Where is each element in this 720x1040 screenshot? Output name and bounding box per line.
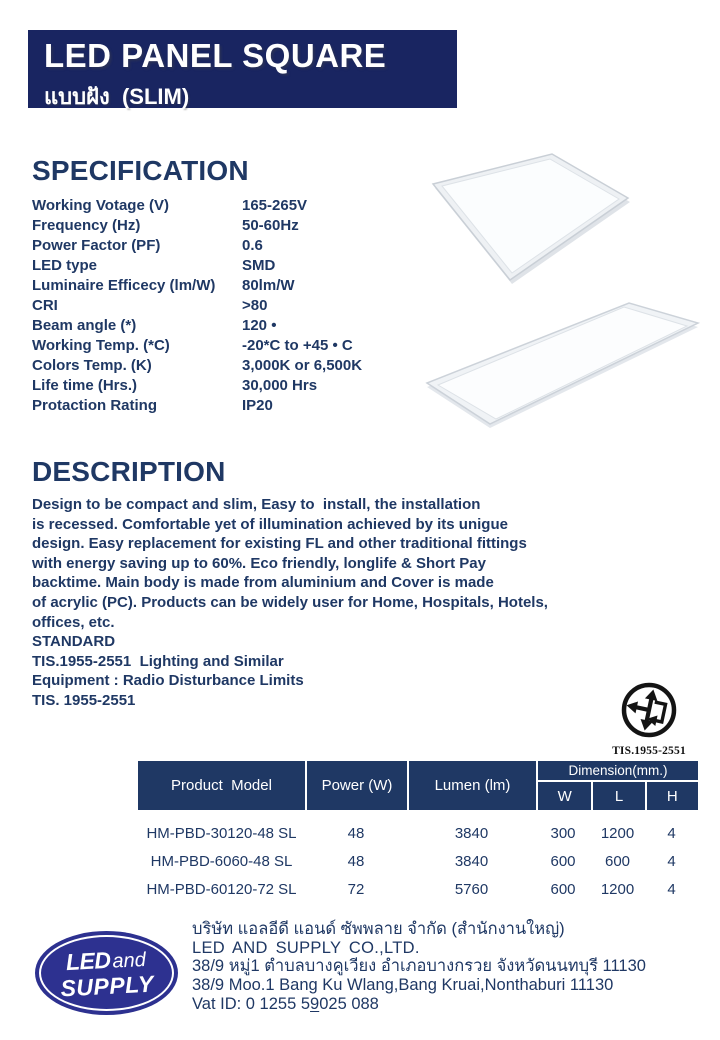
logo-text bbox=[33, 927, 180, 1018]
spec-value: 120 • bbox=[242, 316, 277, 334]
spec-row bbox=[32, 275, 462, 295]
spec-row bbox=[32, 255, 462, 275]
square-panel-image bbox=[433, 154, 630, 284]
spec-value: 165-265V bbox=[242, 196, 308, 214]
table-body bbox=[138, 819, 698, 903]
cell-h: 4 bbox=[667, 880, 676, 898]
cell-h: 4 bbox=[667, 852, 676, 870]
spec-value: -20*C to +45 • C bbox=[242, 336, 353, 354]
spec-value: 30,000 Hrs bbox=[242, 376, 318, 394]
description-line: Design to be compact and slim, Easy to install, the installation bbox=[32, 496, 481, 513]
col-header-lumen: Lumen (lm) bbox=[407, 761, 536, 810]
rectangular-panel-image bbox=[427, 303, 698, 428]
dimension-subheaders bbox=[538, 782, 698, 810]
spec-label: CRI bbox=[32, 296, 58, 314]
cell-l: 600 bbox=[604, 852, 631, 870]
spec-value: >80 bbox=[242, 296, 268, 314]
spec-row bbox=[32, 355, 462, 375]
description-section bbox=[32, 456, 612, 711]
cell-h: 4 bbox=[667, 824, 676, 842]
logo-word-and: and bbox=[111, 948, 147, 973]
logo-word-supply: SUPPLY bbox=[59, 970, 155, 1002]
cell-w: 600 bbox=[550, 880, 576, 898]
cell-model: HM-PBD-60120-72 SL bbox=[146, 880, 297, 898]
description-text bbox=[32, 495, 612, 711]
page-subtitle: แบบฝัง (SLIM) bbox=[44, 84, 190, 109]
col-header-w: W bbox=[557, 787, 572, 805]
vat-suffix: 025 088 bbox=[319, 994, 379, 1013]
spec-label: Power Factor (PF) bbox=[32, 236, 161, 254]
spec-row bbox=[32, 295, 462, 315]
cell-lumen: 5760 bbox=[454, 880, 489, 898]
cell-power: 72 bbox=[347, 880, 365, 898]
description-line: with energy saving up to 60%. Eco friendly, longlife & Short Pay bbox=[32, 554, 486, 572]
standard-line: Equipment : Radio Disturbance Limits bbox=[32, 672, 304, 690]
cell-w: 600 bbox=[550, 852, 576, 870]
header-banner bbox=[28, 30, 457, 108]
cell-model: HM-PBD-30120-48 SL bbox=[146, 824, 297, 842]
description-heading: DESCRIPTION bbox=[32, 456, 226, 487]
spec-label: Colors Temp. (K) bbox=[32, 356, 152, 374]
description-line: is recessed. Comfortable yet of illumination achieved by its unigue bbox=[32, 515, 508, 533]
specification-heading: SPECIFICATION bbox=[32, 155, 249, 186]
specification-section bbox=[32, 155, 462, 415]
spec-row bbox=[32, 315, 462, 335]
spec-value: 80lm/W bbox=[242, 276, 295, 294]
company-logo bbox=[35, 931, 178, 1015]
spec-label: Luminaire Efficecy (lm/W) bbox=[32, 276, 216, 294]
company-address bbox=[192, 920, 702, 1014]
cell-w: 300 bbox=[550, 824, 576, 842]
spec-label: Working Temp. (*C) bbox=[32, 336, 170, 354]
spec-value: 50-60Hz bbox=[242, 216, 299, 234]
vat-prefix: Vat ID: 0 1255 5 bbox=[192, 994, 311, 1013]
spec-label: Working Votage (V) bbox=[32, 196, 169, 214]
logo-word-led: LED bbox=[65, 946, 112, 976]
cell-power: 48 bbox=[347, 824, 365, 842]
page-title: LED PANEL SQUARE bbox=[44, 37, 387, 74]
spec-label: Beam angle (*) bbox=[32, 316, 137, 334]
spec-row bbox=[32, 215, 462, 235]
spec-value: 3,000K or 6,500K bbox=[242, 356, 363, 374]
tis-certification bbox=[604, 681, 694, 757]
cell-model: HM-PBD-6060-48 SL bbox=[150, 852, 293, 870]
col-header-dimension: Dimension(mm.) bbox=[538, 761, 698, 782]
standard-line: TIS.1955-2551 Lighting and Similar bbox=[32, 652, 284, 670]
address-line-en-company: LED AND SUPPLY CO.,LTD. bbox=[192, 938, 420, 957]
col-header-dimension-group bbox=[536, 761, 698, 810]
spec-row bbox=[32, 335, 462, 355]
table-header-row bbox=[138, 761, 698, 810]
spec-value: SMD bbox=[242, 256, 276, 274]
spec-value: 0.6 bbox=[242, 236, 263, 254]
spec-row bbox=[32, 195, 462, 215]
spec-label: Life time (Hrs.) bbox=[32, 376, 138, 394]
col-header-product-model: Product Model bbox=[171, 777, 272, 794]
vat-id-line bbox=[192, 995, 702, 1014]
product-table bbox=[138, 761, 698, 903]
spec-row bbox=[32, 395, 462, 415]
table-row bbox=[138, 875, 698, 903]
cell-lumen: 3840 bbox=[454, 852, 489, 870]
standard-line: TIS. 1955-2551 bbox=[32, 691, 136, 709]
spec-label: Frequency (Hz) bbox=[32, 216, 141, 234]
col-header-power: Power (W) bbox=[305, 761, 407, 810]
col-header-l: L bbox=[591, 782, 644, 810]
tis-mark-icon bbox=[606, 681, 692, 739]
standard-heading-line: STANDARD bbox=[32, 633, 116, 651]
cell-l: 1200 bbox=[600, 880, 635, 898]
description-line: offices, etc. bbox=[32, 613, 115, 631]
table-row bbox=[138, 847, 698, 875]
spec-row bbox=[32, 375, 462, 395]
description-line: design. Easy replacement for existing FL and other traditional fittings bbox=[32, 535, 527, 553]
address-line-en-street: 38/9 Moo.1 Bang Ku Wlang,Bang Kruai,Nonthaburi 11130 bbox=[192, 976, 614, 995]
address-line-th-street: 38/9 หมู่1 ตำบลบางคูเวียง อำเภอบางกรวย จังหวัดนนทบุรี 11130 bbox=[192, 957, 646, 976]
cell-lumen: 3840 bbox=[454, 824, 489, 842]
tis-mark-caption: TIS.1955-2551 bbox=[612, 745, 686, 757]
description-line: backtime. Main body is made from aluminium and Cover is made bbox=[32, 574, 494, 592]
vat-underlined-digit: 9 bbox=[310, 994, 320, 1013]
cell-l: 1200 bbox=[600, 824, 635, 842]
spec-label: LED type bbox=[32, 256, 98, 274]
spec-label: Protaction Rating bbox=[32, 396, 158, 414]
address-line-th-company: บริษัท แอลอีดี แอนด์ ซัพพลาย จำกัด (สำนักงานใหญ่) bbox=[192, 920, 565, 938]
spec-value: IP20 bbox=[242, 396, 273, 414]
description-line: of acrylic (PC). Products can be widely user for Home, Hospitals, Hotels, bbox=[32, 593, 548, 611]
cell-power: 48 bbox=[347, 852, 365, 870]
spec-row bbox=[32, 235, 462, 255]
specification-list bbox=[32, 195, 462, 415]
table-row bbox=[138, 819, 698, 847]
col-header-h: H bbox=[645, 782, 698, 810]
